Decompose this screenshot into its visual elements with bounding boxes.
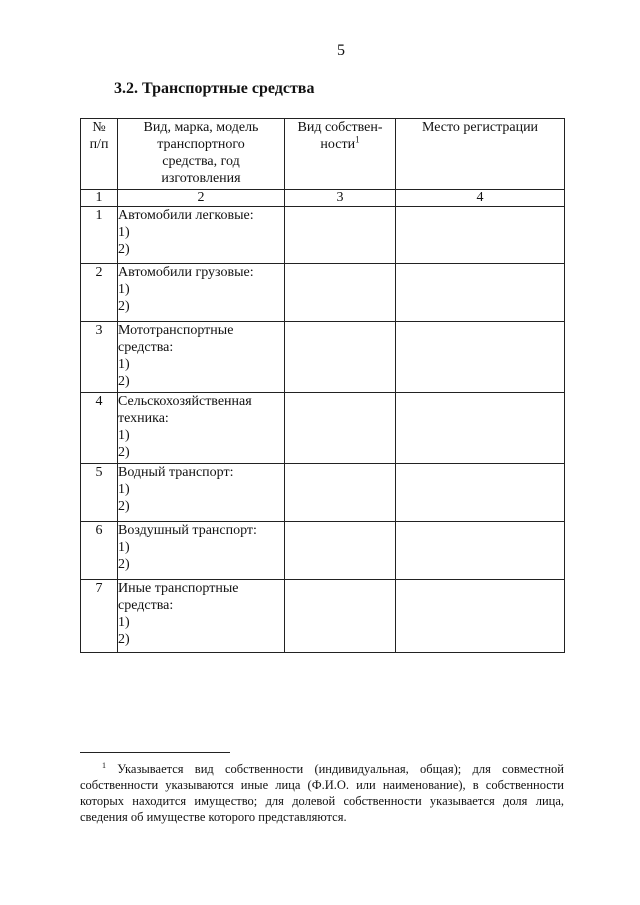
row-ownership-cell[interactable] (285, 580, 396, 653)
row-line: 1) (118, 225, 130, 240)
header-type-line: средства, год (162, 154, 240, 169)
row-number: 4 (81, 393, 118, 464)
row-line: 2) (118, 445, 130, 460)
row-place-cell[interactable] (396, 207, 565, 264)
column-index: 3 (285, 190, 396, 207)
row-line: 2) (118, 242, 130, 257)
row-line: 2) (118, 299, 130, 314)
footnote-divider (80, 752, 230, 753)
row-line: 1) (118, 428, 130, 443)
row-line: 2) (118, 499, 130, 514)
footnote-reference: 1 (355, 134, 360, 145)
column-index: 4 (396, 190, 565, 207)
row-vehicle-type (118, 322, 285, 393)
row-number: 1 (81, 207, 118, 264)
row-number: 6 (81, 522, 118, 580)
row-line: 1) (118, 540, 130, 555)
table-row (81, 264, 565, 322)
row-line: средства: (118, 340, 174, 355)
row-place-cell[interactable] (396, 522, 565, 580)
table-row (81, 207, 565, 264)
page-number: 5 (337, 42, 345, 59)
footnote (80, 761, 564, 825)
table-row (81, 393, 565, 464)
row-line: техника: (118, 411, 169, 426)
row-line: Воздушный транспорт: (118, 523, 257, 538)
table-row (81, 580, 565, 653)
header-type-line: изготовления (161, 171, 241, 186)
row-place-cell[interactable] (396, 322, 565, 393)
row-line: Автомобили грузовые: (118, 265, 254, 280)
row-vehicle-type (118, 464, 285, 522)
row-vehicle-type (118, 264, 285, 322)
row-number: 3 (81, 322, 118, 393)
row-line: 1) (118, 482, 130, 497)
row-line: 1) (118, 282, 130, 297)
header-type-line: Вид, марка, модель (143, 120, 259, 135)
row-ownership-cell[interactable] (285, 264, 396, 322)
row-line: 2) (118, 374, 130, 389)
row-place-cell[interactable] (396, 464, 565, 522)
row-line: 1) (118, 615, 130, 630)
row-place-cell[interactable] (396, 264, 565, 322)
row-number: 2 (81, 264, 118, 322)
footnote-text: Указывается вид собственности (индивидуальная, общая); для совместной собственности указываются иные лица (Ф.И.О. или наименование), в собственности которых находится имущество; для долевой собственности указывается доля лица, сведения об имуществе которого представляются. (80, 762, 564, 824)
header-num (81, 119, 118, 190)
row-line: Водный транспорт: (118, 465, 234, 480)
row-line: 1) (118, 357, 130, 372)
row-ownership-cell[interactable] (285, 464, 396, 522)
footnote-mark: 1 (102, 760, 106, 770)
header-vehicle-type (118, 119, 285, 190)
row-line: Сельскохозяйственная (118, 394, 252, 409)
header-ownership-line: ности (320, 137, 356, 152)
row-number: 5 (81, 464, 118, 522)
row-line: Иные транспортные (118, 581, 239, 596)
header-registration-place (396, 119, 565, 190)
header-ownership-line: Вид собствен- (297, 120, 383, 135)
column-index-row (81, 190, 565, 207)
row-vehicle-type (118, 393, 285, 464)
row-place-cell[interactable] (396, 393, 565, 464)
vehicles-table (80, 118, 565, 653)
footnote-indent (80, 762, 102, 776)
row-ownership-cell[interactable] (285, 393, 396, 464)
row-place-cell[interactable] (396, 580, 565, 653)
header-num-line: п/п (89, 137, 109, 152)
table-row (81, 522, 565, 580)
header-place-label: Место регистрации (421, 120, 539, 135)
section-title: 3.2. Транспортные средства (114, 80, 315, 97)
row-line: 2) (118, 557, 130, 572)
row-number: 7 (81, 580, 118, 653)
table-header-row (81, 119, 565, 190)
table-row (81, 464, 565, 522)
row-line: 2) (118, 632, 130, 647)
header-type-line: транспортного (157, 137, 245, 152)
row-vehicle-type (118, 522, 285, 580)
row-line: Автомобили легковые: (118, 208, 254, 223)
row-line: средства: (118, 598, 174, 613)
table-row (81, 322, 565, 393)
header-ownership (285, 119, 396, 190)
header-num-line: № (92, 120, 106, 135)
row-ownership-cell[interactable] (285, 207, 396, 264)
row-vehicle-type (118, 580, 285, 653)
column-index: 2 (118, 190, 285, 207)
row-line: Мототранспортные (118, 323, 234, 338)
row-ownership-cell[interactable] (285, 322, 396, 393)
column-index: 1 (81, 190, 118, 207)
row-vehicle-type (118, 207, 285, 264)
row-ownership-cell[interactable] (285, 522, 396, 580)
